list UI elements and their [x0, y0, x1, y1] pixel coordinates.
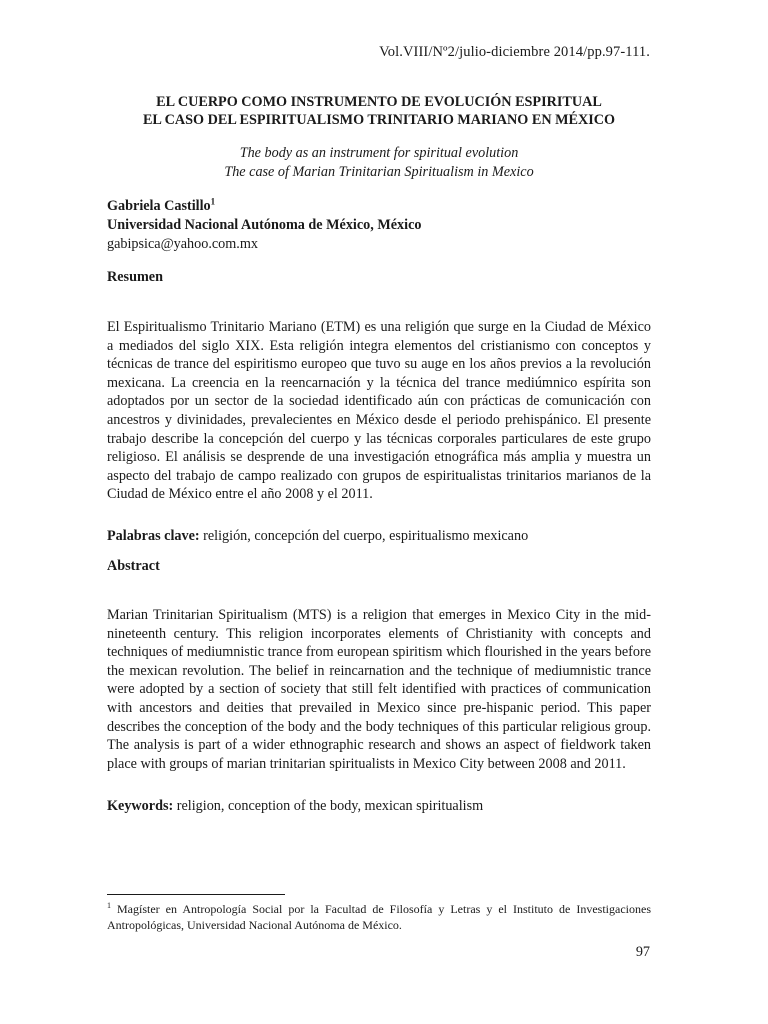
title-line-1: EL CUERPO COMO INSTRUMENTO DE EVOLUCIÓN ESPIRITUAL	[156, 94, 602, 110]
page-number: 97	[635, 944, 650, 960]
footnote	[107, 901, 651, 933]
palabras-clave	[107, 528, 651, 545]
author-name: Gabriela Castillo	[107, 198, 211, 214]
title-line-2: EL CASO DEL ESPIRITUALISMO TRINITARIO MARIANO EN MÉXICO	[142, 112, 616, 128]
abstract-body: Marian Trinitarian Spiritualism (MTS) is a religion that emerges in Mexico City in the mid-nineteenth century. This religion incorporates elements of Christianity with concepts and techniques of mediumnistic trance from european spiritism which flourished in the years before the mexican revolution. The belief in reincarnation and the technique of mediumnistic trance were adopted by a section of society that still felt identified with practices of communication with ancestors and deities that prevailed in Mexico since pre-hispanic period. This paper describes the conception of the body and the body techniques of this particular religious group. The analysis is part of a wider ethnographic research and shows an aspect of fieldwork taken place with groups of marian trinitarian spiritualists in Mexico City between 2008 and 2011.	[107, 607, 651, 772]
footnote-text: Magíster en Antropología Social por la Facultad de Filosofía y Letras y el Instituto de Investigaciones Antropológicas, Universidad Nacional Autónoma de México.	[107, 902, 651, 932]
abstract-heading: Abstract	[107, 558, 160, 574]
footnote-divider	[107, 894, 285, 895]
author-affiliation: Universidad Nacional Autónoma de México, México	[107, 217, 422, 233]
footnote-mark: 1	[107, 901, 111, 910]
subtitle-line-2: The case of Marian Trinitarian Spiritualism in Mexico	[224, 164, 534, 180]
keywords-label: Keywords:	[107, 798, 174, 814]
keywords-text: religion, conception of the body, mexican spiritualism	[173, 798, 484, 814]
author-footnote-mark: 1	[210, 196, 216, 207]
article-title	[107, 93, 651, 129]
palabras-clave-label: Palabras clave:	[107, 528, 200, 544]
author-email: gabipsica@yahoo.com.mx	[107, 236, 258, 252]
author-block	[107, 197, 651, 254]
subtitle-line-1: The body as an instrument for spiritual evolution	[239, 145, 519, 161]
resumen-heading: Resumen	[107, 269, 163, 285]
resumen-body: El Espiritualismo Trinitario Mariano (ETM) es una religión que surge en la Ciudad de México a mediados del siglo XIX. Esta religión integra elementos del cristianismo con conceptos y técnicas de trance del espiritismo europeo que tuvo su auge en los años previos a la revolución mexicana. La creencia en la reencarnación y la técnica del trance mediúmnico espírita son adoptados por un sector de la sociedad identificado aún con prácticas de comunicación con ancestros y divinidades, prevalecientes en México desde el periodo prehispánico. El presente trabajo describe la concepción del cuerpo y las técnicas corporales particulares de este grupo religioso. El análisis se desprende de una investigación etnográfica más amplia y muestra un aspecto del trabajo de campo realizado con grupos de espiritualistas trinitarios marianos de la Ciudad de México entre el año 2008 y el 2011.	[107, 319, 651, 503]
article-subtitle	[107, 144, 651, 182]
author-name-line	[107, 197, 651, 216]
palabras-clave-text: religión, concepción del cuerpo, espiritualismo mexicano	[199, 528, 529, 544]
journal-reference: Vol.VIII/Nº2/julio-diciembre 2014/pp.97-111.	[379, 44, 650, 60]
keywords	[107, 798, 651, 815]
